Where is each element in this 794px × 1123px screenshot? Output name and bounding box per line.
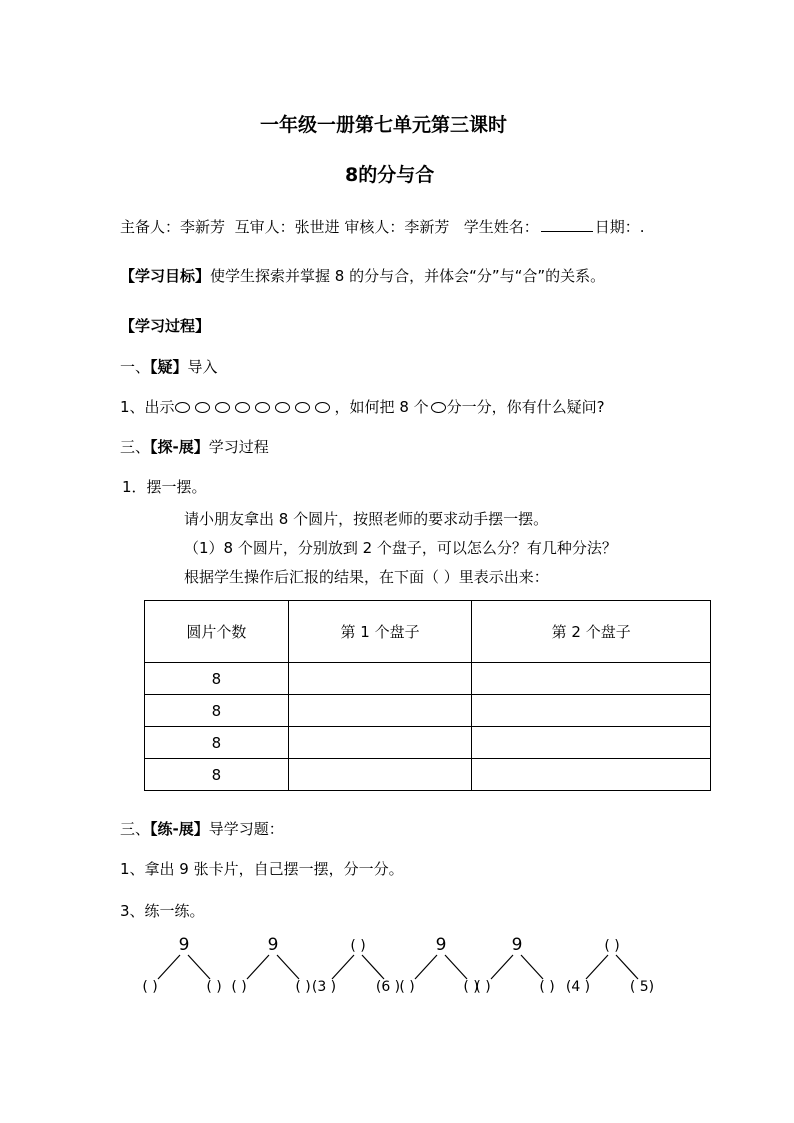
section2-heading — [120, 436, 269, 457]
reviewer-label: 审核人： — [344, 218, 405, 236]
table-header-cell: 第 1 个盘子 — [288, 601, 472, 663]
item1: 1．摆一摆。 — [122, 478, 207, 496]
bond-left[interactable]: ( ) — [142, 979, 158, 995]
circle-icon — [295, 402, 310, 413]
bond-left[interactable]: ( ) — [399, 979, 415, 995]
section2-label: 【探-展】 — [150, 438, 209, 456]
number-bond — [399, 935, 478, 995]
q1-mid: ，如何把 8 个 — [334, 398, 429, 416]
reviewer-name: 李新芳 — [404, 218, 450, 236]
section1-heading — [120, 356, 218, 377]
date-blank[interactable]: . — [639, 218, 645, 236]
section1-question — [120, 396, 605, 417]
bond-top[interactable]: ( ) — [350, 938, 366, 954]
number-bond — [312, 938, 400, 995]
circle-icon — [431, 402, 446, 413]
bond-right-line — [445, 955, 467, 979]
bond-left-line — [158, 955, 180, 979]
circle-icon — [275, 402, 290, 413]
bond-left-line — [586, 955, 608, 979]
circle-icon — [315, 402, 330, 413]
bond-left[interactable]: (4 ) — [565, 979, 591, 995]
bond-right[interactable]: ( ) — [206, 979, 222, 995]
bond-left[interactable]: ( ) — [231, 979, 247, 995]
exercise-q1: 1、拿出 9 张卡片，自己摆一摆，分一分。 — [120, 860, 404, 878]
table-cell[interactable] — [288, 759, 472, 791]
meta-line — [120, 216, 645, 237]
bond-right-line — [188, 955, 210, 979]
bond-right[interactable]: ( ) — [463, 979, 479, 995]
number-bond — [475, 935, 554, 995]
bond-top[interactable]: 9 — [511, 935, 523, 955]
section3-heading — [120, 818, 284, 839]
bond-left-line — [415, 955, 437, 979]
exercise-q3: 3、练一练。 — [120, 902, 205, 920]
table-cell: 8 — [145, 663, 289, 695]
circle-icon — [195, 402, 210, 413]
table-cell: 8 — [145, 727, 289, 759]
circle-icon — [215, 402, 230, 413]
table-header-row — [145, 601, 711, 663]
circle-icon — [235, 402, 250, 413]
process-label: 【学习过程】 — [120, 317, 211, 335]
table-cell[interactable] — [288, 663, 472, 695]
page-subtitle: 8的分与合 — [345, 164, 435, 186]
bond-left-line — [247, 955, 269, 979]
table-header-cell: 第 2 个盘子 — [472, 601, 711, 663]
bond-right[interactable]: ( ) — [539, 979, 555, 995]
bond-right-line — [277, 955, 299, 979]
table-cell[interactable] — [288, 695, 472, 727]
coreviewer-name: 张世进 — [294, 218, 340, 236]
bond-top[interactable]: ( ) — [604, 938, 620, 954]
section1-label: 【疑】 — [150, 358, 188, 376]
bond-right-line — [362, 955, 384, 979]
q1-end: 分一分，你有什么疑问? — [446, 398, 605, 416]
section3-suffix: 导学习题： — [208, 820, 284, 838]
page-title: 一年级一册第七单元第三课时 — [260, 114, 508, 136]
table-row — [145, 663, 711, 695]
instruction-line3: 根据学生操作后汇报的结果，在下面（ ）里表示出来： — [184, 568, 549, 586]
section2-prefix: 三、 — [120, 438, 151, 456]
bond-right[interactable]: ( ) — [295, 979, 311, 995]
circle-icon — [175, 402, 190, 413]
goal-line — [120, 265, 605, 286]
section1-prefix: 一、 — [120, 358, 151, 376]
bond-right[interactable]: ( 5) — [629, 979, 655, 995]
table-cell[interactable] — [472, 663, 711, 695]
bond-left[interactable]: (3 ) — [311, 979, 337, 995]
section2-suffix: 学习过程 — [208, 438, 269, 456]
instruction-line2: （1）8 个圆片，分别放到 2 个盘子，可以怎么分？有几种分法？ — [184, 539, 617, 557]
number-bond — [566, 938, 654, 995]
number-bond — [231, 935, 310, 995]
bond-left[interactable]: ( ) — [475, 979, 491, 995]
q1-prefix: 1、出示 — [120, 398, 175, 416]
number-bonds — [0, 930, 794, 1010]
goal-text: 使学生探索并掌握 8 的分与合，并体会“分”与“合”的关系。 — [210, 267, 606, 285]
table-cell: 8 — [145, 695, 289, 727]
table-row — [145, 727, 711, 759]
bond-left-line — [491, 955, 513, 979]
coreviewer-label: 互审人： — [234, 218, 295, 236]
bond-top[interactable]: 9 — [178, 935, 190, 955]
bond-left-line — [332, 955, 354, 979]
table-cell[interactable] — [472, 695, 711, 727]
goal-label: 【学习目标】 — [120, 267, 211, 285]
table-row — [145, 695, 711, 727]
table-cell[interactable] — [472, 759, 711, 791]
bond-top[interactable]: 9 — [435, 935, 447, 955]
record-table — [144, 600, 711, 791]
bond-right-line — [521, 955, 543, 979]
section3-label: 【练-展】 — [150, 820, 209, 838]
table-cell: 8 — [145, 759, 289, 791]
table-cell[interactable] — [472, 727, 711, 759]
table-row — [145, 759, 711, 791]
student-name-blank[interactable] — [541, 217, 593, 232]
student-name-label: 学生姓名： — [463, 218, 539, 236]
preparer-label: 主备人： — [120, 218, 181, 236]
number-bond — [142, 935, 221, 995]
bond-right-line — [616, 955, 638, 979]
preparer-name: 李新芳 — [180, 218, 226, 236]
table-header-cell: 圆片个数 — [145, 601, 289, 663]
circle-icon — [255, 402, 270, 413]
section3-prefix: 三、 — [120, 820, 151, 838]
bond-right[interactable]: (6 ) — [375, 979, 401, 995]
instruction-line1: 请小朋友拿出 8 个圆片，按照老师的要求动手摆一摆。 — [184, 510, 549, 528]
section1-suffix: 导入 — [187, 358, 218, 376]
bond-top[interactable]: 9 — [267, 935, 279, 955]
table-cell[interactable] — [288, 727, 472, 759]
date-label: 日期： — [594, 218, 640, 236]
